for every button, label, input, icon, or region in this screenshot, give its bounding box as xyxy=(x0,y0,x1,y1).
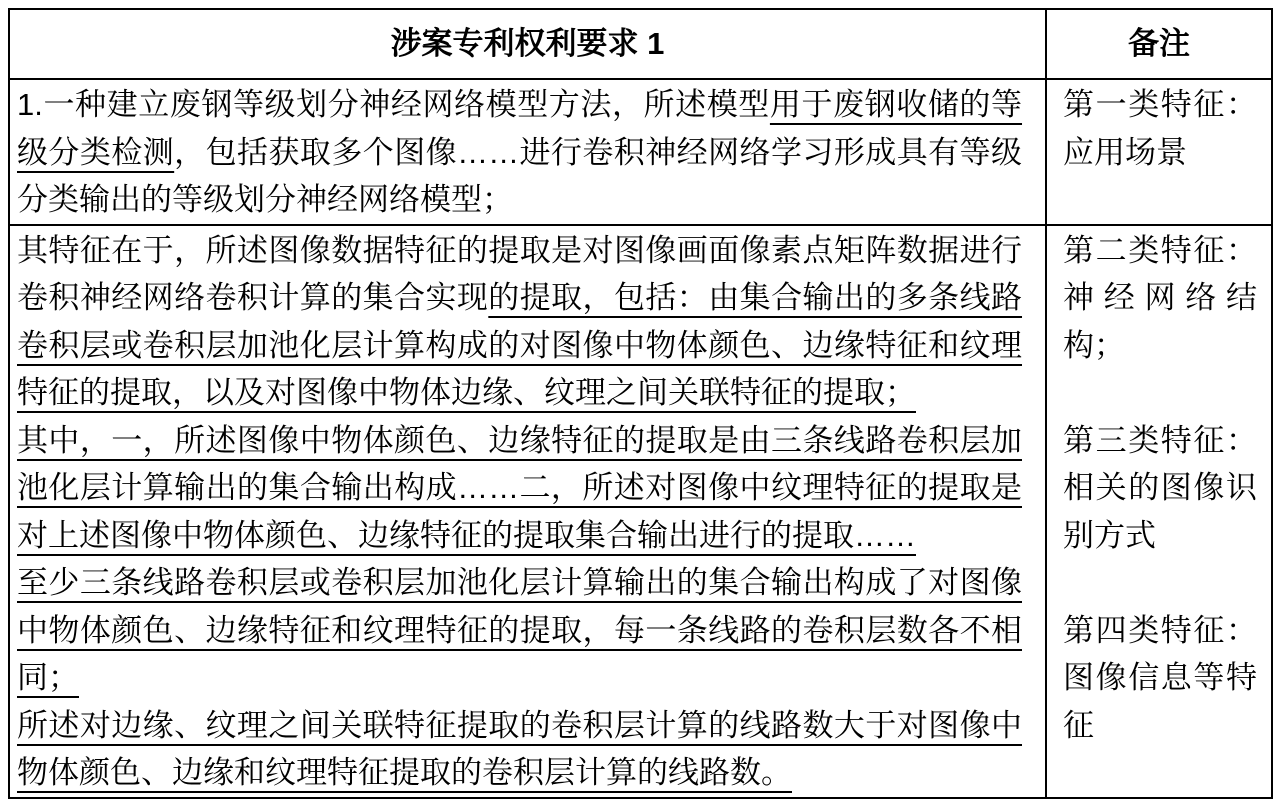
claim-text-underlined: 至少三条线路卷积层或卷积层加池化层计算输出的集合输出构成了对图像中物体颜色、边缘特征和纹理特征的提取，每一条线路的卷积层数各不相同； xyxy=(17,565,1022,695)
remark-item: 第三类特征：相关的图像识别方式 xyxy=(1063,422,1257,553)
remark-item: 第二类特征：神经网络结构； xyxy=(1063,232,1257,363)
claim-text: 其特征在于，所述图像数据特征的提取是对图像画面像素点矩阵数据进行卷积神经网络卷积计算的集合实现 xyxy=(17,232,1022,315)
claim-table-body xyxy=(9,79,1272,798)
claim-text-underlined: 用于废钢收储的等级分类检测 xyxy=(17,87,1023,170)
remark-cell xyxy=(1046,79,1272,225)
claim-paragraph xyxy=(17,227,1022,417)
claim-cell xyxy=(9,225,1046,798)
remark-item: 第四类特征：图像信息等特征 xyxy=(1063,612,1257,743)
claim-text-underlined: 其中，一，所述图像中物体颜色、边缘特征的提取是由三条线路卷积层加池化层计算输出的集合输出构成……二，所述对图像中纹理特征的提取是对上述图像中物体颜色、边缘特征的提取集合输出进行的提取…… xyxy=(17,422,1022,553)
claim-text-underlined: 的提取，包括：由集合输出的多条线路卷积层或卷积层加池化层计算构成的对图像中物体颜色、边缘特征和纹理特征的提取，以及对图像中物体边缘、纹理之间关联特征的提取； xyxy=(17,280,1023,410)
claim-paragraph xyxy=(17,559,1022,702)
table-row xyxy=(9,225,1272,798)
claim-cell xyxy=(9,79,1046,225)
remark-column-header: 备注 xyxy=(1046,9,1272,79)
claim-paragraph xyxy=(17,81,1022,224)
claim-text: 1.一种建立废钢等级划分神经网络模型方法，所述模型 xyxy=(17,87,770,122)
claim-text-underlined: 所述对边缘、纹理之间关联特征提取的卷积层计算的线路数大于对图像中物体颜色、边缘和纹理特征提取的卷积层计算的线路数。 xyxy=(17,707,1022,790)
remark-item: 第一类特征：应用场景 xyxy=(1063,87,1257,170)
table-header-row xyxy=(9,9,1272,79)
table-row xyxy=(9,79,1272,225)
claim-table xyxy=(8,8,1273,799)
claim-paragraph xyxy=(17,702,1022,797)
remark-cell xyxy=(1046,225,1272,798)
claim-text: ，包括获取多个图像……进行卷积神经网络学习形成具有等级分类输出的等级划分神经网络模型； xyxy=(17,134,1023,217)
claim-paragraph xyxy=(17,417,1022,560)
claim-column-header: 涉案专利权利要求 1 xyxy=(9,9,1046,79)
